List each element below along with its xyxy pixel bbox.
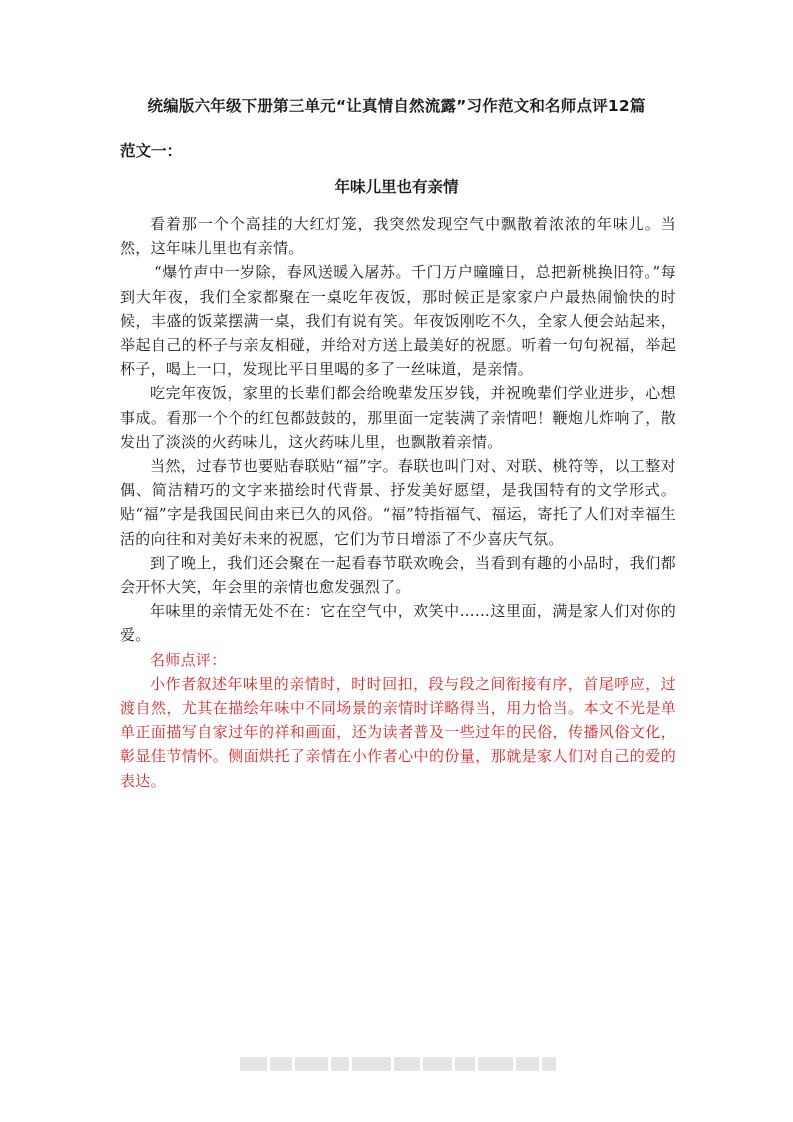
section-label: 范文一： xyxy=(120,142,183,160)
essay-title: 年味儿里也有亲情 xyxy=(334,178,459,196)
essay-body xyxy=(120,212,676,793)
teacher-comment-label: 名师点评： xyxy=(150,650,227,669)
blurred-watermark xyxy=(240,1056,556,1072)
essay-paragraph-5: 到了晚上，我们还会聚在一起看春节联欢晚会，当看到有趣的小品时，我们都会开怀大笑，年会里的亲情也愈发强烈了。 xyxy=(120,553,676,597)
document-title: 统编版六年级下册第三单元“让真情自然流露”习作范文和名师点评12篇 xyxy=(147,97,646,115)
essay-paragraph-2: “爆竹声中一岁除，春风送暖入屠苏。千门万户曈曈日，总把新桃换旧符。”每到大年夜，我们全家都聚在一桌吃年夜饭，那时候正是家家户户最热闹愉快的时候，丰盛的饭菜摆满一桌，我们有说有笑。年夜饭刚吃不久，全家人便会站起来，举起自己的杯子与亲友相碰，并给对方送上最美好的祝愿。听着一句句祝福，举起杯子，喝上一口，发现比平日里喝的多了一丝味道，是亲情。 xyxy=(120,263,676,379)
essay-paragraph-3: 吃完年夜饭，家里的长辈们都会给晚辈发压岁钱，并祝晚辈们学业进步，心想事成。看那一个个的红包都鼓鼓的，那里面一定装满了亲情吧！鞭炮儿炸响了，散发出了淡淡的火药味儿，这火药味儿里，也飘散着亲情。 xyxy=(120,384,676,451)
essay-paragraph-6: 年味里的亲情无处不在：它在空气中，欢笑中……这里面，满是家人们对你的爱。 xyxy=(120,602,676,645)
teacher-comment-text: 小作者叙述年味里的亲情时，时时回扣，段与段之间衔接有序，首尾呼应，过渡自然，尤其在描绘年味中不同场景的亲情时详略得当，用力恰当。本文不光是单单正面描写自家过年的祥和画面，还为读者普及一些过年的民俗，传播风俗文化，彰显佳节情怀。侧面烘托了亲情在小作者心中的份量，那就是家人们对自己的爱的表达。 xyxy=(120,674,676,790)
essay-paragraph-4: 当然，过春节也要贴春联贴“福”字。春联也叫门对、对联、桃符等，以工整对偶、简洁精巧的文字来描绘时代背景、抒发美好愿望，是我国特有的文学形式。贴“福”字是我国民间由来已久的风俗。“福”特指福气、福运，寄托了人们对幸福生活的向往和对美好未来的祝愿，它们为节日增添了不少喜庆气氛。 xyxy=(120,457,676,548)
essay-paragraph-1: 看着那一个个高挂的大红灯笼，我突然发现空气中飘散着浓浓的年味儿。当然，这年味儿里也有亲情。 xyxy=(120,215,676,258)
